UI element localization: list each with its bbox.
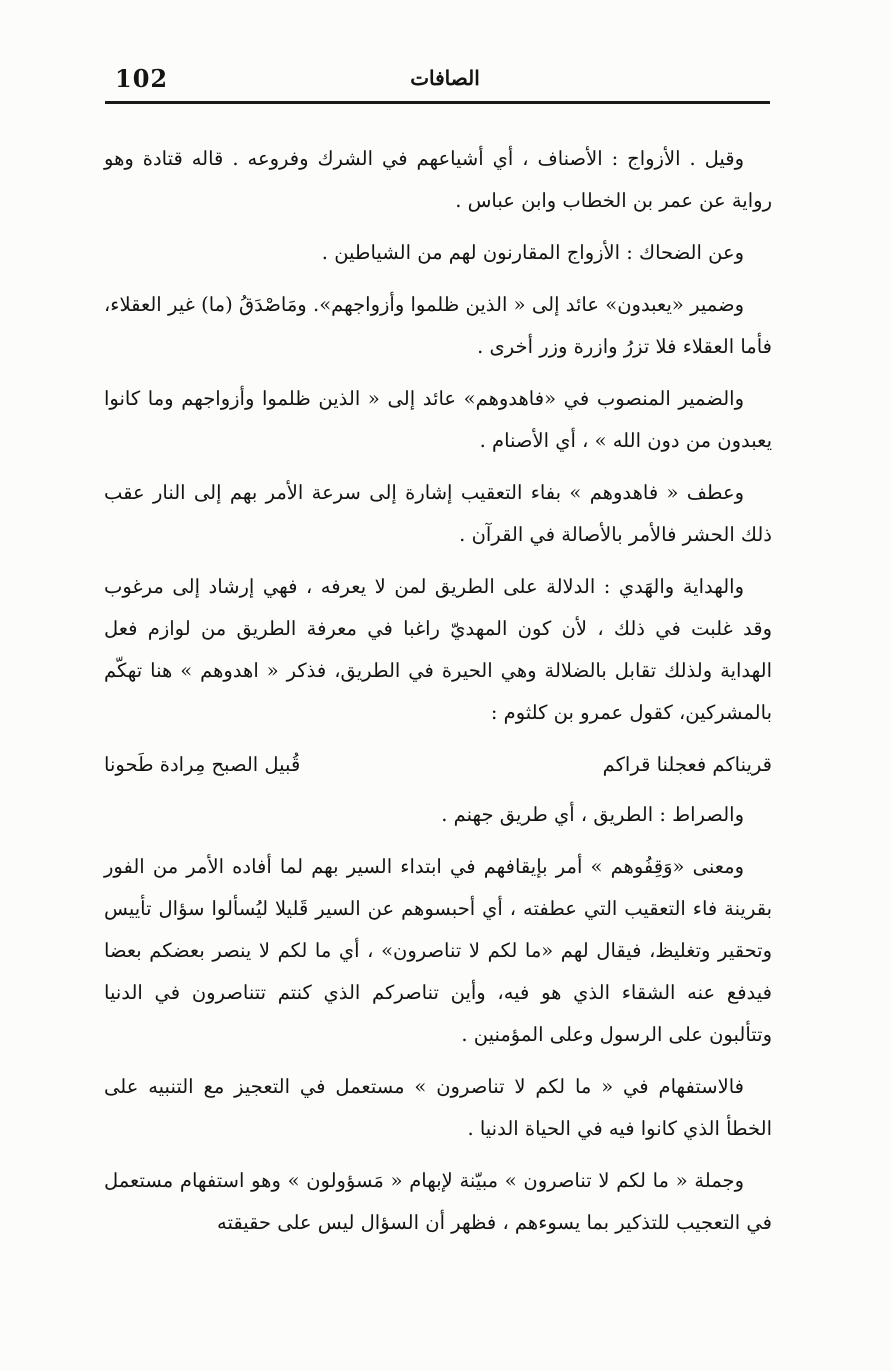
paragraph: ومعنى «وَقِفُوهم » أمر بإيقافهم في ابتداء السير بهم لما أفاده الأمر من الفور بقرينة فاء التعقيب التي عطفته ، أي أحبسوهم عن السير قَليلا ليُسألوا سؤال تأييس وتحقير وتغليظ، فيقال لهم «ما لكم لا تناصرون» ، أي ما لكم لا ينصر بعضكم بعضا فيدفع عنه الشقاء الذي هو فيه، وأين تناصركم الذي كنتم تتناصرون في الدنيا وتتألبون على الرسول وعلى المؤمنين . — [104, 855, 772, 1046]
page-body — [104, 138, 772, 1254]
paragraph: فالاستفهام في « ما لكم لا تناصرون » مستعمل في التعجيز مع التنبيه على الخطأ الذي كانوا فيه في الحياة الدنيا . — [104, 1075, 772, 1140]
running-title: الصافات — [410, 66, 480, 90]
page-header — [105, 58, 770, 102]
page-number: 102 — [115, 64, 169, 93]
paragraph: والضمير المنصوب في «فاهدوهم» عائد إلى « الذين ظلموا وأزواجهم وما كانوا يعبدون من دون الله » ، أي الأصنام . — [104, 387, 772, 452]
paragraph: وقيل . الأزواج : الأصناف ، أي أشياعهم في الشرك وفروعه . قاله قتادة وهو رواية عن عمر بن الخطاب وابن عباس . — [104, 147, 772, 212]
poetry-verse — [104, 744, 772, 786]
paragraph: والصراط : الطريق ، أي طريق جهنم . — [441, 803, 744, 826]
header-rule — [105, 101, 770, 104]
paragraph: وضمير «يعبدون» عائد إلى « الذين ظلموا وأزواجهم». ومَاصْدَقُ (ما) غير العقلاء، فأما العقلاء فلا تزرُ وازرة وزر أخرى . — [104, 293, 772, 358]
paragraph: وعن الضحاك : الأزواج المقارنون لهم من الشياطين . — [321, 241, 744, 264]
verse-first-hemistich: قريناكم فعجلنا قراكم — [602, 753, 772, 776]
paragraph: وجملة « ما لكم لا تناصرون » مبيّنة لإبهام « مَسؤولون » وهو استفهام مستعمل في التعجيب للتذكير بما يسوءهم ، فظهر أن السؤال ليس على حقيقته — [104, 1169, 772, 1234]
paragraph: والهداية والهَدي : الدلالة على الطريق لمن لا يعرفه ، فهي إرشاد إلى مرغوب وقد غلبت في ذلك ، لأن كون المهديّ راغبا في معرفة الطريق من لوازم فعل الهداية ولذلك تقابل بالضلالة وهي الحيرة في الطريق، فذكر « اهدوهم » هنا تهكّم بالمشركين، كقول عمرو بن كلثوم : — [104, 575, 772, 724]
paragraph: وعطف « فاهدوهم » بفاء التعقيب إشارة إلى سرعة الأمر بهم إلى النار عقب ذلك الحشر فالأمر بالأصالة في القرآن . — [104, 481, 772, 546]
verse-second-hemistich: قُبيل الصبح مِرادة طَحونا — [104, 753, 301, 776]
